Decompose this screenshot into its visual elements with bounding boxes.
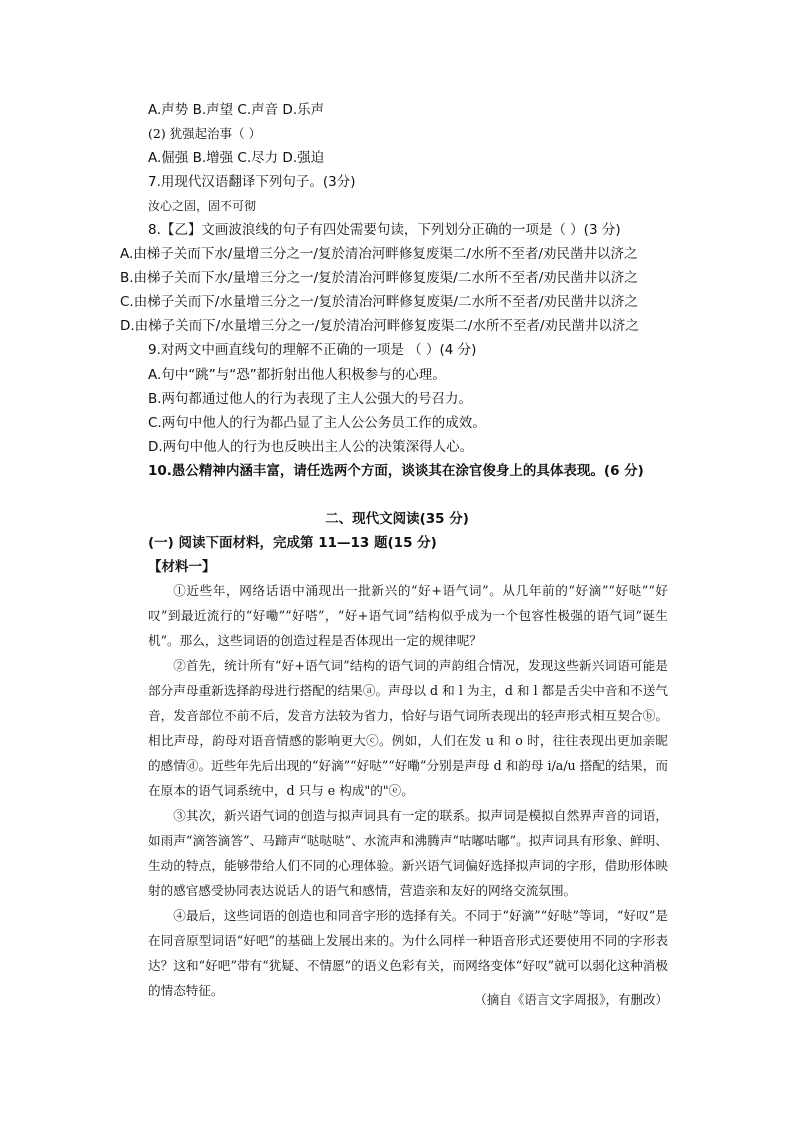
q7-sentence: 汝心之固，固不可彻 [148,199,257,213]
paragraph-4: ④最后，这些词语的创造也和同音字形的选择有关。不同于“好滴”“好哒”等词，“好叹”是在同音原型词语“好吧”的基础上发展出来的。为什么同样一种语音形式还要使用不同的字形表达？这和“好吧”带有“犹疑、不情愿”的语义色彩有关，而网络变体“好叹”就可以弱化这种消极的情态特征。 [148,908,668,998]
material-label: 【材料一】 [148,559,216,575]
section-title: 二、现代文阅读(35 分) [325,511,469,527]
q8-option-c: C.由梯子关而下/水量增三分之一/复於清冶河畔修复废渠/二水所不至者/劝民凿井以济之 [120,294,638,310]
q8-option-b: B.由梯子关而下水/量增三分之一/复於清冶河畔修复废渠/二水所不至者/劝民凿井以济之 [120,270,638,286]
q9-option-d: D.两句中他人的行为也反映出主人公的决策深得人心。 [148,439,474,455]
paragraph-2: ②首先，统计所有“好+语气词”结构的语气词的声韵组合情况，发现这些新兴词语可能是部分声母重新选择韵母进行搭配的结果ⓐ。声母以 d 和 l 为主，d 和 l 都是舌尖中音和不送气音，发音部位不前不后，发音方法较为省力，恰好与语气词所表现出的轻声形式相互契合ⓑ。相比声母，韵母对语音情感的影响更大ⓒ。例如，人们在发 u 和 o 时，往往表现出更加亲昵的感情ⓓ。近些年先后出现的“好滴”“好哒”“好嘞”分别是声母 d 和韵母 i/a/u 搭配的结果，而在原本的语气词系统中，d 只与 e 构成"的"ⓔ。 [148,658,668,798]
q9-option-c: C.两句中他人的行为都凸显了主人公公务员工作的成效。 [148,415,486,431]
q9-option-a: A.句中“跳”与“恐”都折射出他人积极参与的心理。 [148,367,446,383]
q6-options-2: A.倔强 B.增强 C.尽力 D.强迫 [148,150,325,166]
q8-option-a: A.由梯子关而下水/量增三分之一/复於清冶河畔修复废渠二/水所不至者/劝民凿井以济之 [120,246,638,262]
question-9: 9.对两文中画直线句的理解不正确的一项是 （ ）(4 分) [148,342,477,358]
question-7: 7.用现代汉语翻译下列句子。(3分) [148,174,356,190]
q8-option-d: D.由梯子关而下/水量增三分之一/复於清冶河畔修复废渠二/水所不至者/劝民凿井以济之 [120,318,639,334]
question-8: 8.【乙】文画波浪线的句子有四处需要句读，下列划分正确的一项是（ ）(3 分) [148,222,621,238]
question-10: 10.愚公精神内涵丰富，请任选两个方面，谈谈其在涂官俊身上的具体表现。(6 分) [148,463,644,479]
paragraph-3: ③其次，新兴语气词的创造与拟声词具有一定的联系。拟声词是模拟自然界声音的词语，如雨声“滴答滴答”、马蹄声“哒哒哒”、水流声和沸腾声“咕嘟咕嘟”。拟声词具有形象、鲜明、生动的特点，能够带给人们不同的心理体验。新兴语气词偏好选择拟声词的字形，借助形体映射的感官感受协同表达说话人的语气和感情，营造亲和友好的网络交流氛围。 [148,808,668,898]
subsection-title: (一) 阅读下面材料，完成第 11—13 题(15 分) [148,535,437,551]
q6-subquestion-2: (2) 犹强起治事（ ） [148,126,262,141]
source-citation: （摘自《语言文字周报》，有删改） [474,992,668,1007]
q9-option-b: B.两句都通过他人的行为表现了主人公强大的号召力。 [148,391,473,407]
q6-options-1: A.声势 B.声望 C.声音 D.乐声 [148,102,325,118]
paragraph-1: ①近些年，网络话语中涌现出一批新兴的“好+语气词”。从几年前的“好滴”“好哒”“好叹”到最近流行的“好嘞”“好嗒”，“好+语气词”结构似乎成为一个包容性极强的语气词“诞生机”。那么，这些词语的创造过程是否体现出一定的规律呢？ [148,583,668,648]
